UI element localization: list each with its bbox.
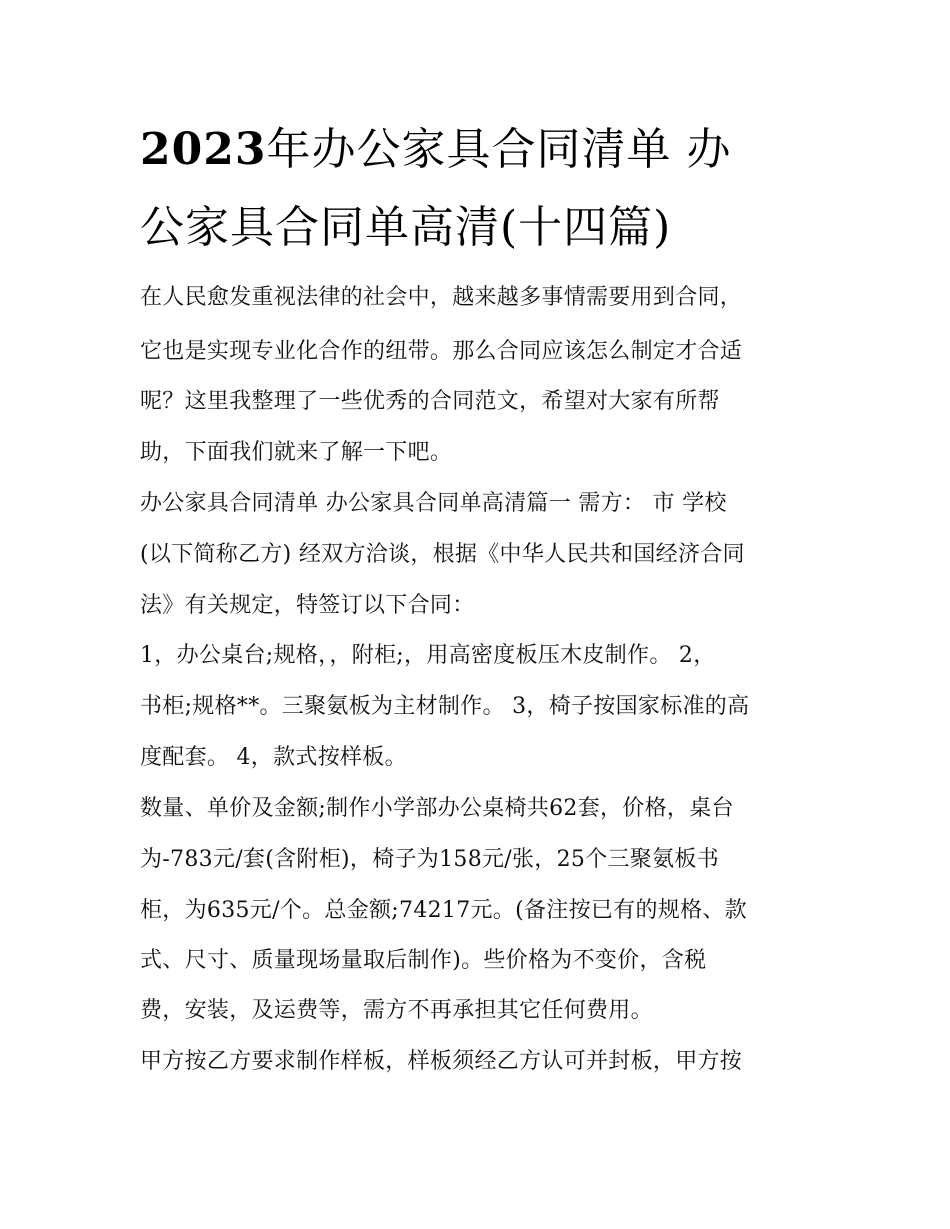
paragraph-line: 在人民愈发重视法律的社会中，越来越多事情需要用到合同， bbox=[140, 285, 743, 310]
paragraph-line: 助，下面我们就来了解一下吧。 bbox=[140, 440, 453, 465]
page-title-line-1 bbox=[140, 122, 731, 178]
title-line-1-text: 年办公家具合同清单 办 bbox=[266, 124, 732, 175]
paragraph-line: 费，安装，及运费等，需方不再承担其它任何费用。 bbox=[140, 998, 653, 1023]
paragraph-line: 书柜;规格**。三聚氨板为主材制作。 3，椅子按国家标准的高 bbox=[140, 694, 750, 719]
page-title-line-2: 公家具合同单高清(十四篇) bbox=[140, 202, 672, 253]
paragraph-line: (以下简称乙方) 经双方洽谈，根据《中华人民共和国经济合同 bbox=[140, 542, 745, 567]
paragraph-line: 柜，为635元/个。总金额;74217元。(备注按已有的规格、款 bbox=[140, 898, 747, 923]
title-year: 2023 bbox=[140, 124, 267, 175]
paragraph-line: 办公家具合同清单 办公家具合同单高清篇一 需方： 市 学校 bbox=[140, 491, 727, 516]
paragraph-line: 法》有关规定，特签订以下合同： bbox=[140, 593, 475, 618]
paragraph-line: 甲方按乙方要求制作样板，样板须经乙方认可并封板，甲方按 bbox=[140, 1049, 743, 1074]
paragraph-line: 为-783元/套(含附柜)，椅子为158元/张，25个三聚氨板书 bbox=[140, 847, 720, 872]
paragraph-line: 呢？这里我整理了一些优秀的合同范文，希望对大家有所帮 bbox=[140, 389, 720, 414]
paragraph-line: 数量、单价及金额;制作小学部办公桌椅共62套，价格，桌台 bbox=[140, 796, 734, 821]
paragraph-line: 式、尺寸、质量现场量取后制作)。些价格为不变价，含税 bbox=[140, 948, 707, 973]
paragraph-line: 它也是实现专业化合作的纽带。那么合同应该怎么制定才合适 bbox=[140, 339, 743, 364]
paragraph-line: 1，办公桌台;规格，，附柜;，用高密度板压木皮制作。 2， bbox=[140, 643, 716, 668]
paragraph-line: 度配套。 4，款式按样板。 bbox=[140, 745, 407, 770]
